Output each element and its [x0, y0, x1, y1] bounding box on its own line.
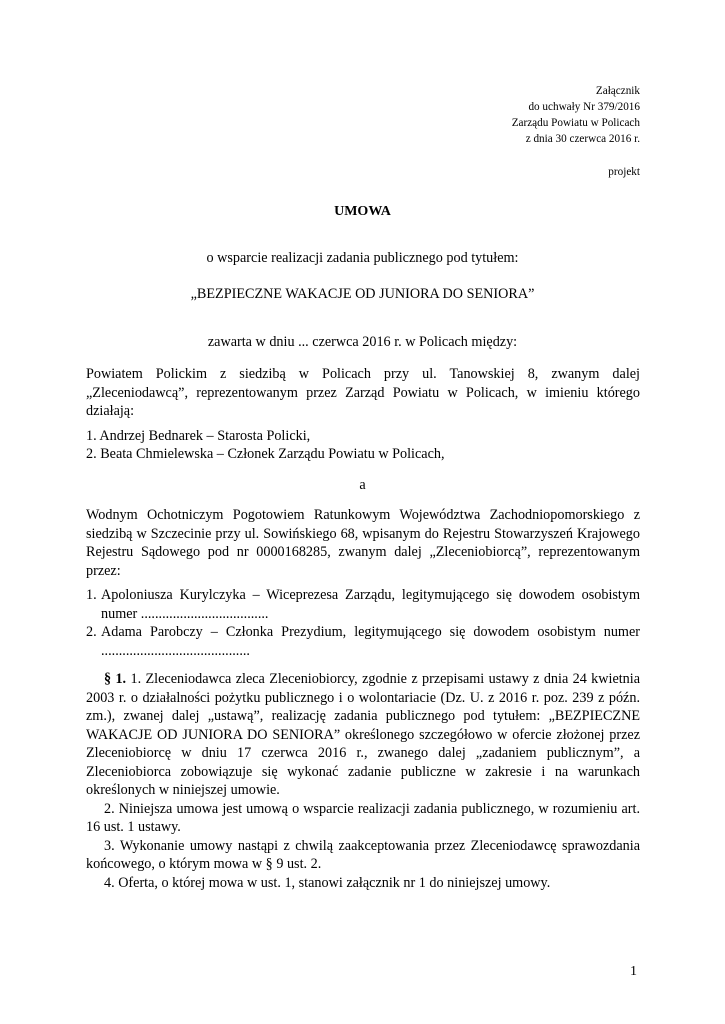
rep-text: Adama Parobczy – Członka Prezydium, legitymującego się dowodem osobistym numer .......................................... — [101, 624, 640, 659]
resolution-number: do uchwały Nr 379/2016 — [528, 101, 640, 113]
conjunction: a — [359, 477, 366, 493]
rep-text: Apoloniusza Kurylczyka – Wiceprezesa Zarządu, legitymującego się dowodem osobistym numer .................................... — [101, 587, 640, 622]
section-1-para-3: 3. Wykonanie umowy nastąpi z chwilą zaakceptowania przez Zleceniodawcę sprawozdania końcowego, o którym mowa w § 9 ust. 2. — [86, 837, 640, 872]
document-title: UMOWA — [334, 204, 391, 219]
page-number: 1 — [630, 964, 637, 979]
party1-rep-2: 2. Beata Chmielewska – Członek Zarządu Powiatu w Policach, — [86, 446, 445, 462]
party1-block — [86, 365, 640, 464]
attachment-header — [340, 83, 640, 180]
section-1 — [86, 670, 640, 892]
party2-rep — [86, 586, 640, 623]
party1-intro: Powiatem Polickim z siedzibą w Policach przy ul. Tanowskiej 8, zwanym dalej „Zleceniodawcą”, reprezentowanym przez Zarząd Powiatu w Policach, w imieniu którego działają: — [86, 366, 640, 419]
party2-block — [86, 506, 640, 660]
party1-rep-1: 1. Andrzej Bednarek – Starosta Policki, — [86, 427, 311, 444]
section-1-para-2: 2. Niniejsza umowa jest umową o wsparcie realizacji zadania publicznego, w rozumieniu art. 16 ust. 1 ustawy. — [86, 800, 640, 835]
party2-intro: Wodnym Ochotniczym Pogotowiem Ratunkowym Województwa Zachodniopomorskiego z siedzibą w Szczecinie przy ul. Sowińskiego 68, wpisanym do Rejestru Stowarzyszeń Krajowego Rejestru Sądowego pod nr 0000168285, zwanym dalej „Zleceniobiorcą”, reprezentowanym przez: — [86, 507, 640, 579]
party2-rep — [86, 623, 640, 660]
section-mark: § 1. — [104, 671, 127, 687]
rep-number: 1. — [86, 587, 97, 603]
draft-label: projekt — [608, 166, 640, 178]
section-1-para-4: 4. Oferta, o której mowa w ust. 1, stanowi załącznik nr 1 do niniejszej umowy. — [104, 874, 551, 891]
task-title: „BEZPIECZNE WAKACJE OD JUNIORA DO SENIORA” — [190, 286, 535, 302]
concluded-line: zawarta w dniu ... czerwca 2016 r. w Policach między: — [207, 334, 518, 350]
rep-number: 2. — [86, 624, 97, 640]
resolution-date: z dnia 30 czerwca 2016 r. — [525, 133, 640, 145]
board-name: Zarządu Powiatu w Policach — [511, 117, 640, 129]
party2-reps — [86, 586, 640, 660]
subtitle: o wsparcie realizacji zadania publicznego pod tytułem: — [206, 250, 519, 266]
attachment-label: Załącznik — [595, 85, 640, 97]
section-1-para-1-text: 1. Zleceniodawca zleca Zleceniobiorcy, zgodnie z przepisami ustawy z dnia 24 kwietnia 2003 r. o działalności pożytku publicznego i o wolontariacie (Dz. U. z 2016 r. poz. 239 z późn. zm.), zwanej dalej „ustawą”, realizację zadania publicznego pod tytułem: „BEZPIECZNE WAKACJE OD JUNIORA DO SENIORA” określonego szczegółowo w ofercie złożonej przez Zleceniobiorcę w dniu 17 czerwca 2016 r., zwanego dalej „zadaniem publicznym”, a Zleceniobiorca zobowiązuje się wykonać zadanie publiczne w zakresie i na warunkach określonych w niniejszej umowie. — [86, 671, 641, 798]
section-1-para-1 — [86, 670, 640, 800]
